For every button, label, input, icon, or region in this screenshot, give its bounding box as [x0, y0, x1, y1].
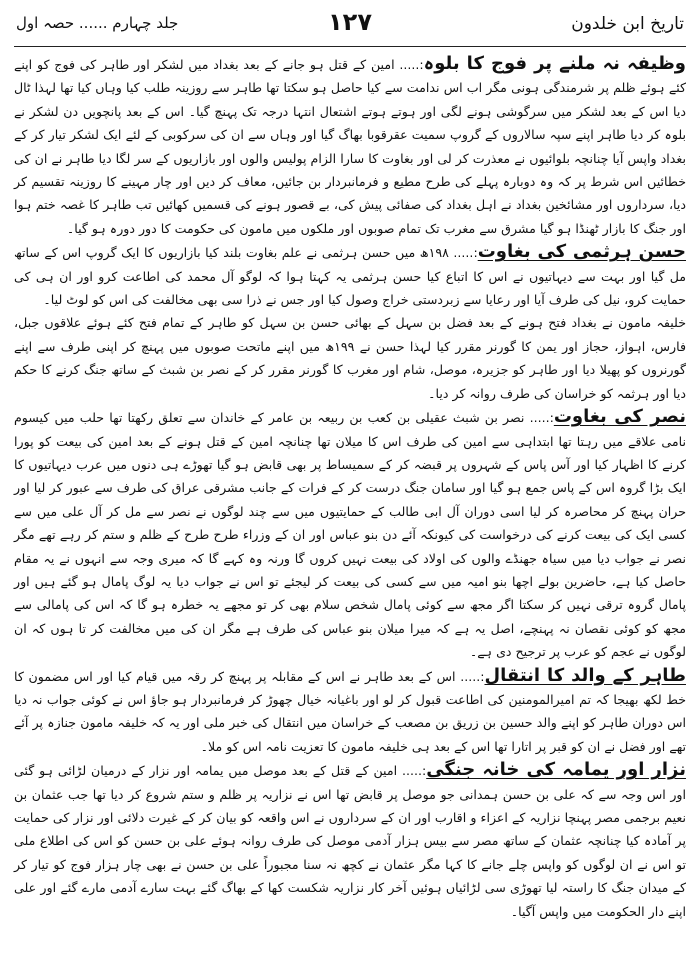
- section-text: امین کے قتل کے بعد موصل میں یمامہ اور نزار کے درمیان لڑائی ہو گئی اور اس وجہ سے کہ علی بن حسن ہمدانی جو موصل پر قابض تھا اس نے نزاریہ پر ظلم و ستم شروع کر دیا تھا جب عثمان بن نعیم برجمی مصر پہنچا نزاریہ کے اعزاء و اقارب اور ان کے سرداروں نے اس واقعہ کو بیان کر کے غیرت دلائی اور نزار کی حمایت پر آمادہ کیا چنانچہ عثمان کے ساتھ مصر سے بیس ہزار آدمی موصل کی طرف روانہ ہوئے علی بن حسن کو اس کی اطلاع ملی تو اس نے ان لوگوں کو واپس چلے جانے کا کہا مگر عثمان نے کچھ نہ سنا مجبوراً علی بن حسن نے بھی چار ہزار فوج کو تیار کر کے میدان جنگ کا راستہ لیا تھوڑی سی لڑائیاں ہوئیں آخر کار نزاریہ شکست کھا کے بھاگ گئے بہت سارے آدمی مارے گئے اور علی اپنے دار الحکومت میں واپس آگیا۔: [14, 763, 686, 919]
- section-heading: وظیفہ نہ ملنے پر فوج کا بلوہ: [423, 53, 686, 74]
- section-text: نصر بن شبث عقیلی بن کعب بن ربیعہ بن عامر کے خاندان سے تعلق رکھتا تھا حلب میں کیسوم نامی علاقے میں رہتا تھا ابتداہی سے امین کی طرف اس کا میلان تھا چنانچہ امین کے قتل ہونے کے بعد امین کی بیعت کو پورا کرنے کا اظہار کیا اور آس پاس کے شہروں پر قبضہ کر کے سمیساط پر بھی قابض ہو گیا تھوڑے ہی دنوں میں عرب دیہاتیوں کا ایک بڑا گروہ اس کے پاس جمع ہو گیا اور سامان جنگ درست کر کے فرات کے جانب مشرقی عراق کی طرف سے عبور کر لیا اور حران پہنچ کر محاصرہ کر لیا اسی دوران آل ابی طالب کے حمایتیوں میں سے چند لوگوں نے نصر سے مل کر آل علی میں سے کسی ایک کی بیعت کرنے کی درخواست کی کیونکہ آئے دن بنو عباس اور ان کے وزراء طرح طرح کے ظلم و ستم کر رہے تھے مگر نصر نے جواب دیا میں سیاہ جھنڈے والوں کی اولاد کی بیعت نہیں کروں گا ورنہ وہ کہے گا کہ میری وجہ سے انہوں نے یہ مقام حاصل کیا ہے، حاضرین بولے اچھا بنو امیہ میں سے کسی کی بیعت کر لیجئے تو اس نے جواب دیا یہ لوگ پامال ہو گئے ہیں اور پامال گروہ ترقی نہیں کر سکتا اگر مجھ سے کوئی پامال شخص سلام بھی کر تو مجھے یہ خطرہ ہو گا کہ اس کی پامالی سے مجھ کو کوئی نقصان نہ پہنچے، اصل یہ ہے کہ میرا میلان بنو عباس کی طرف ہے مگر ان کی میں مخالفت کر تا ہوں کہ ان لوگوں نے عجم کو عرب پر ترجیح دی ہے۔: [14, 410, 686, 660]
- section-text: خلیفہ مامون نے بغداد فتح ہونے کے بعد فضل بن سہل کے بھائی حسن بن سہل کو طاہر کے تمام فتح کئے ہوئے علاقوں جبل، فارس، اہواز، حجاز اور یمن کا گورنر مقرر کیا لہذا حسن نے ۱۹۹ھ میں اپنے ماتحت صوبوں میں پہنچ کر اپنی طرف سے اپنے گورنروں کو پھیلا دیا اور طاہر کو جزیرہ، موصل، شام اور مغرب کا گورنر مقرر کر کے نصر بن شبث کے ساتھ جنگ کرنے کا حکم دیا اور ہرثمہ کو خراسان کی طرف روانہ کر دیا۔: [14, 315, 686, 401]
- volume-label: جلد چہارم ...... حصہ اول: [16, 14, 179, 32]
- page-number: ۱۲۷: [328, 8, 372, 36]
- section-tahir-father-death: طاہر کے والد کا انتقال:..... اس کے بعد طاہر نے اس کے مقابلہ پر پہنچ کر رقہ میں قیام کیا اور اس مضمون کا خط لکھ بھیجا کہ تم امیرالمومنین کی اطاعت قبول کر لو اور باغیانہ خیال چھوڑ کر فرمانبردار ہو جاؤ اس نے کوئی جواب نہ دیا اس دوران طاہر کو اپنے والد حسین بن زریق بن مصعب کے خراسان میں انتقال کی خبر ملی اور یہ کہ خلیفہ مامون جنازہ پر آئے تھے اور فضل نے ان کو قبر پر اتارا تھا اس کے بعد ہی خلیفہ مامون کا تعزیت نامہ اس کو ملا۔: [14, 664, 686, 754]
- section-heading: حسن ہرثمی کی بغاوت: [477, 241, 686, 263]
- page-body: [14, 52, 686, 923]
- header-divider: [14, 46, 686, 47]
- section-text: اس کے بعد طاہر نے اس کے مقابلہ پر پہنچ کر رقہ میں قیام کیا اور اس مضمون کا خط لکھ بھیجا کہ تم امیرالمومنین کی اطاعت قبول کر لو اور باغیانہ خیال چھوڑ کر فرمانبردار ہو جاؤ اس نے کوئی جواب نہ دیا اس دوران طاہر کو اپنے والد حسین بن زریق بن مصعب کے خراسان میں انتقال کی خبر ملی اور یہ کہ خلیفہ مامون جنازہ پر آئے تھے اور فضل نے ان کو قبر پر اتارا تھا اس کے بعد ہی خلیفہ مامون کا تعزیت نامہ اس کو ملا۔: [14, 668, 686, 754]
- section-mamun-appointments: [14, 311, 686, 405]
- section-heading: نزار اور یمامہ کی خانہ جنگی: [426, 759, 686, 781]
- section-heading: طاہر کے والد کا انتقال: [484, 664, 686, 686]
- section-nasr-revolt: نصر کی بغاوت:..... نصر بن شبث عقیلی بن کعب بن ربیعہ بن عامر کے خاندان سے تعلق رکھتا تھا حلب میں کیسوم نامی علاقے میں رہتا تھا ابتداہی سے امین کی طرف اس کا میلان تھا چنانچہ امین کے قتل ہونے کے بعد امین کی بیعت کو پورا کرنے کا اظہار کیا اور آس پاس کے شہروں پر قبضہ کر کے سمیساط پر بھی قابض ہو گیا تھوڑے ہی دنوں میں عرب دیہاتیوں کا ایک بڑا گروہ اس کے پاس جمع ہو گیا اور سامان جنگ درست کر کے فرات کے جانب مشرقی عراق کی طرف سے عبور کر لیا اور حران پہنچ کر محاصرہ کر لیا اسی دوران آل ابی طالب کے حمایتیوں میں سے چند لوگوں نے نصر سے مل کر آل علی میں سے کسی ایک کی بیعت کرنے کی درخواست کی کیونکہ آئے دن بنو عباس اور ان کے وزراء طرح طرح کے ظلم و ستم کر رہے تھے مگر نصر نے جواب دیا میں سیاہ جھنڈے والوں کی اولاد کی بیعت نہیں کروں گا ورنہ وہ کہے گا کہ میری وجہ سے انہوں نے یہ مقام حاصل کیا ہے، حاضرین بولے اچھا بنو امیہ میں سے کسی کی بیعت کر لیجئے تو اس نے جواب دیا یہ لوگ پامال ہو گئے ہیں اور پامال گروہ ترقی نہیں کر سکتا اگر مجھ سے کوئی پامال شخص سلام بھی کر تو مجھے یہ خطرہ ہو گا کہ اس کی پامالی سے مجھ کو کوئی نقصان نہ پہنچے، اصل یہ ہے کہ میرا میلان بنو عباس کی طرف ہے مگر ان کی میں مخالفت کر تا ہوں کہ ان لوگوں نے عجم کو عرب پر ترجیح دی ہے۔: [14, 406, 686, 660]
- section-nizar-yamama-war: نزار اور یمامہ کی خانہ جنگی:..... امین کے قتل کے بعد موصل میں یمامہ اور نزار کے درمیان لڑائی ہو گئی اور اس وجہ سے کہ علی بن حسن ہمدانی جو موصل پر قابض تھا اس نے نزاریہ پر ظلم و ستم شروع کر دیا تھا جب عثمان بن نعیم برجمی مصر پہنچا نزاریہ کے اعزاء و اقارب اور ان کے سرداروں نے اس واقعہ کو بیان کر کے غیرت دلائی اور نزار کی حمایت پر آمادہ کیا چنانچہ عثمان کے ساتھ مصر سے بیس ہزار آدمی موصل کی طرف روانہ ہوئے علی بن حسن کو اس کی اطلاع ملی تو اس نے ان لوگوں کو واپس چلے جانے کا کہا مگر عثمان نے کچھ نہ سنا مجبوراً علی بن حسن نے بھی چار ہزار فوج کو تیار کر کے میدان جنگ کا راستہ لیا تھوڑی سی لڑائیاں ہوئیں آخر کار نزاریہ شکست کھا کے بھاگ گئے بہت سارے آدمی مارے گئے اور علی اپنے دار الحکومت میں واپس آگیا۔: [14, 759, 686, 919]
- page-header: [10, 6, 690, 44]
- section-text: امین کے قتل ہو جانے کے بعد بغداد میں لشکر اور طاہر کی فوج کو اپنے کئے ہوئے ظلم پر شرمندگی ہونی مگر اب اس ندامت سے کیا حاصل ہو سکتا تھا طاہر سے روزینہ طلب کیا وہاں کیا تھا لہذا ٹال دیا اس کے بعد لشکر میں سرگوشی ہونے لگی اور ہوتے ہوتے اشتعال انتہا درجہ تک پہنچ گیا۔ اس کے بعد پانچویں دن لشکر نے بلوہ کر دیا طاہر اپنے سپہ سالاروں کے گروپ سمیت عقرقوبا بھاگ گیا اور وہاں سے ان کی سرکوبی کے لئے ایک لشکر تیار کر کے بغداد واپس آیا چنانچہ بلوائیوں نے معذرت کر لی اور بغاوت کا سارا الزام پولیس والوں اور بازاریوں کے سر لگا دیا طاہر نے ان کی خطائیں اس شرط پر کہ وہ دوبارہ پہلے کی طرح مطیع و فرمانبردار بن جائیں، معاف کر دیں اور چار مہینے کا روزینہ تقسیم کر دیا، سرداروں اور مشائخین بغداد نے اہل بغداد کی صفائی پیش کی، بے قصور ہونے کی قسمیں کھائیں تب طاہر کا غصہ ختم ہوا اور جنگ کا بازار ٹھنڈا ہو گیا مشرق سے مغرب تک تمام صوبوں اور ملکوں میں مامون کی حکومت کا دور دورہ ہو گیا۔: [14, 57, 686, 236]
- section-text: ۱۹۸ھ میں حسن ہرثمی نے علم بغاوت بلند کیا بازاریوں کا ایک گروپ اس کے ساتھ مل گیا اور بہت سے دیہاتیوں نے اس کا اتباع کیا حسن ہرثمی یہ کہتا ہوا کہ لوگو آل محمد کی اطاعت کرو اور ان ہی کی حمایت کرو، نیل کی طرف آیا اور رعایا سے زبردستی خراج وصول کیا اور جس نے ذرا سی بھی مخالفت کی اس کو لوٹ لیا۔: [14, 245, 686, 308]
- book-title: تاریخ ابن خلدون: [571, 14, 684, 34]
- section-army-riot: وظیفہ نہ ملنے پر فوج کا بلوہ:..... امین کے قتل ہو جانے کے بعد بغداد میں لشکر اور طاہر کی فوج کو اپنے کئے ہوئے ظلم پر شرمندگی ہونی مگر اب اس ندامت سے کیا حاصل ہو سکتا تھا طاہر سے روزینہ طلب کیا وہاں کیا تھا لہذا ٹال دیا اس کے بعد لشکر میں سرگوشی ہونے لگی اور ہوتے ہوتے اشتعال انتہا درجہ تک پہنچ گیا۔ اس کے بعد پانچویں دن لشکر نے بلوہ کر دیا طاہر اپنے سپہ سالاروں کے گروپ سمیت عقرقوبا بھاگ گیا اور وہاں سے ان کی سرکوبی کے لئے ایک لشکر تیار کر کے بغداد واپس آیا چنانچہ بلوائیوں نے معذرت کر لی اور بغاوت کا سارا الزام پولیس والوں اور بازاریوں کے سر لگا دیا طاہر نے ان کی خطائیں اس شرط پر کہ وہ دوبارہ پہلے کی طرح مطیع و فرمانبردار بن جائیں، معاف کر دیں اور چار مہینے کا روزینہ تقسیم کر دیا، سرداروں اور مشائخین بغداد نے اہل بغداد کی صفائی پیش کی، بے قصور ہونے کی قسمیں کھائیں تب طاہر کا غصہ ختم ہوا اور جنگ کا بازار ٹھنڈا ہو گیا مشرق سے مغرب تک تمام صوبوں اور ملکوں میں مامون کی حکومت کا دور دورہ ہو گیا۔: [14, 53, 686, 236]
- section-heading: نصر کی بغاوت: [553, 406, 686, 428]
- section-hasan-harthami-revolt: حسن ہرثمی کی بغاوت:..... ۱۹۸ھ میں حسن ہرثمی نے علم بغاوت بلند کیا بازاریوں کا ایک گروپ اس کے ساتھ مل گیا اور بہت سے دیہاتیوں نے اس کا اتباع کیا حسن ہرثمی یہ کہتا ہوا کہ لوگو آل محمد کی اطاعت کرو اور ان ہی کی حمایت کرو، نیل کی طرف آیا اور رعایا سے زبردستی خراج وصول کیا اور جس نے ذرا سی بھی مخالفت کی اس کو لوٹ لیا۔: [14, 241, 686, 308]
